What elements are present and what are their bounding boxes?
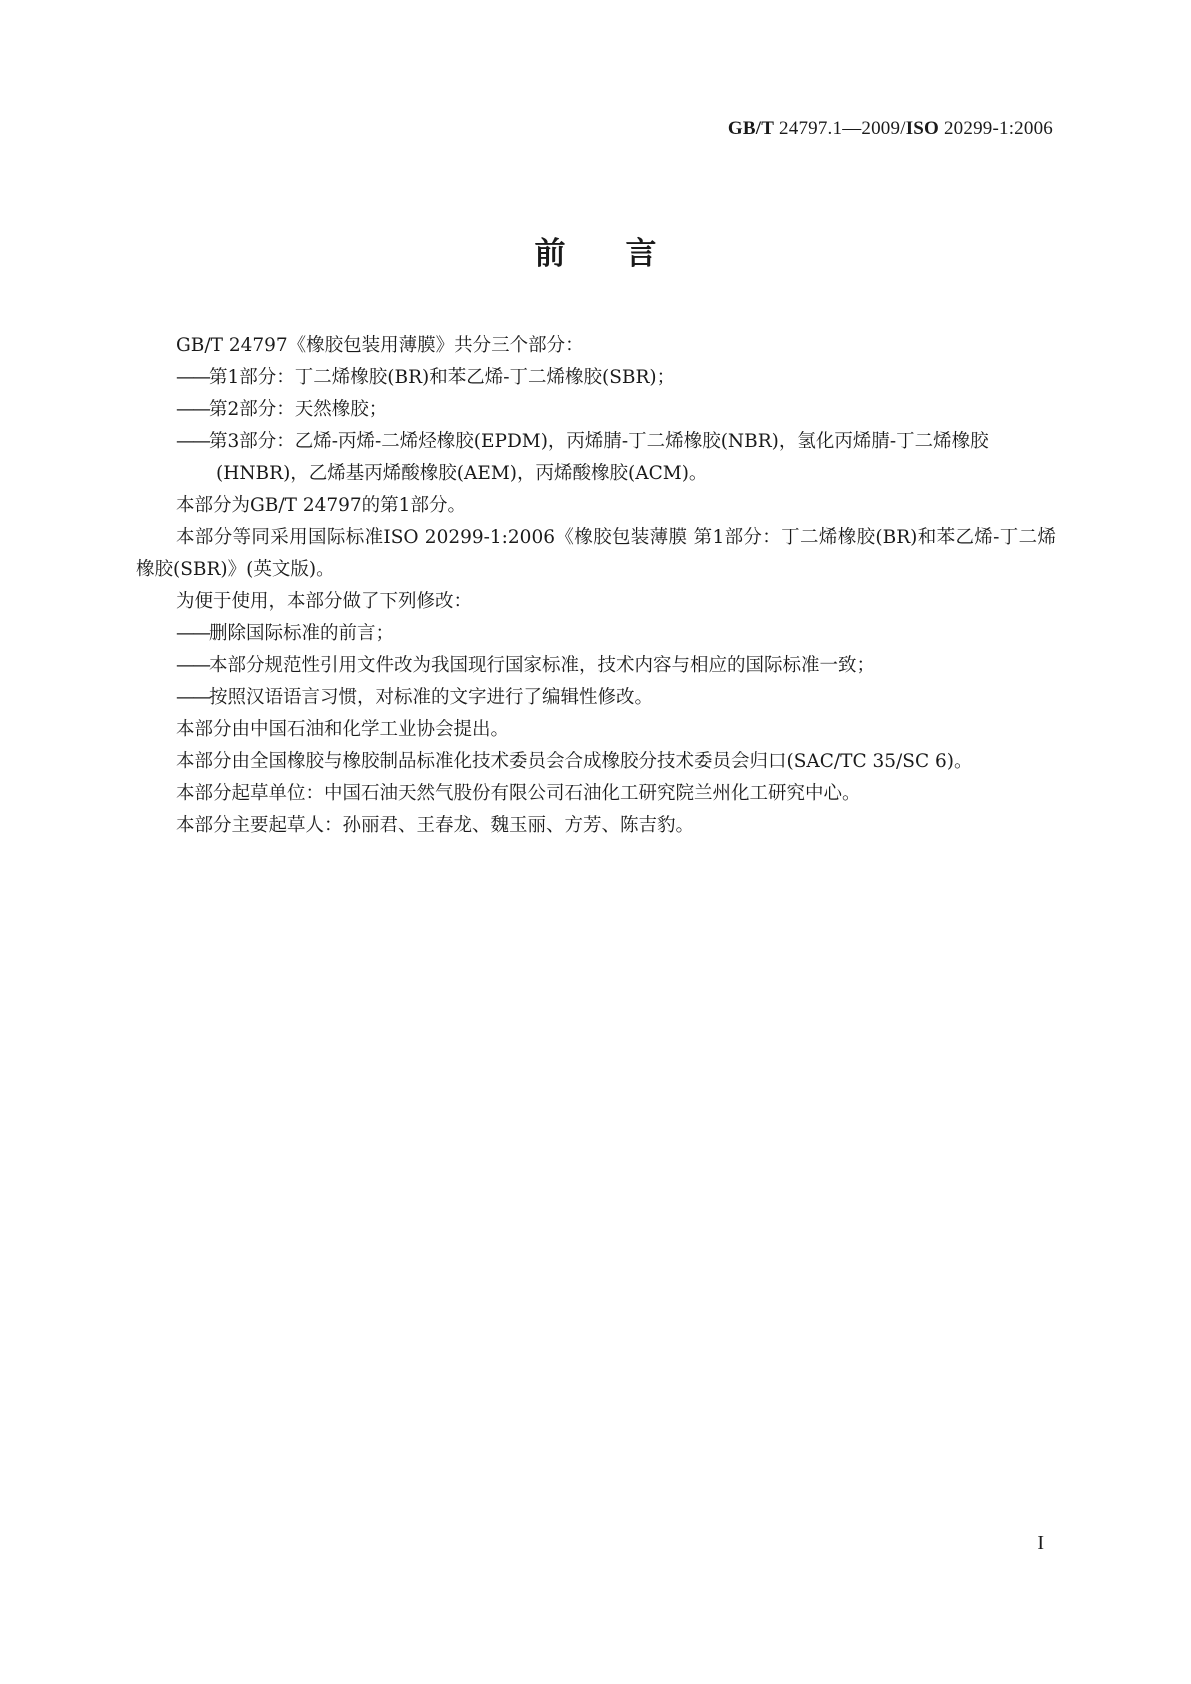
page-title: 前言 — [534, 236, 717, 272]
paragraph-drafting-unit: 本部分起草单位：中国石油天然气股份有限公司石油化工研究院兰州化工研究中心。 — [176, 783, 861, 804]
list-item-part-3 — [136, 426, 1056, 490]
list-item-modification-3 — [136, 682, 1056, 714]
iso-number: 20299-1:2006 — [939, 118, 1053, 139]
paragraph-committee: 本部分由全国橡胶与橡胶制品标准化技术委员会合成橡胶分技术委员会归口(SAC/TC 35/SC 6)。 — [176, 751, 973, 772]
paragraph-modifications-intro: 为便于使用，本部分做了下列修改： — [176, 591, 473, 612]
list-item-text: 第2部分：天然橡胶； — [209, 399, 388, 420]
list-item-text: 删除国际标准的前言； — [209, 623, 395, 644]
list-item-part-1 — [136, 362, 1056, 394]
list-item-text: 按照汉语语言习惯，对标准的文字进行了编辑性修改。 — [209, 687, 654, 708]
paragraph-parts-intro: GB/T 24797《橡胶包装用薄膜》共分三个部分： — [176, 335, 584, 356]
page-number: I — [1037, 1532, 1044, 1554]
list-item-modification-1 — [136, 618, 1056, 650]
list-item-text: 第3部分：乙烯-丙烯-二烯烃橡胶(EPDM)，丙烯腈-丁二烯橡胶(NBR)，氢化丙烯腈-丁二烯橡胶(HNBR)，乙烯基丙烯酸橡胶(AEM)，丙烯酸橡胶(ACM)。 — [209, 431, 989, 484]
dash-marker: —— — [176, 431, 209, 452]
foreword-body — [136, 330, 1056, 842]
paragraph-proposer: 本部分由中国石油和化学工业协会提出。 — [176, 719, 510, 740]
standard-code — [728, 118, 1053, 140]
list-item-part-2 — [136, 394, 1056, 426]
standard-prefix: GB/T — [727, 118, 775, 139]
list-item-text: 第1部分：丁二烯橡胶(BR)和苯乙烯-丁二烯橡胶(SBR)； — [209, 367, 676, 388]
dash-marker: —— — [176, 687, 209, 708]
list-item-text: 本部分规范性引用文件改为我国现行国家标准，技术内容与相应的国际标准一致； — [209, 655, 876, 676]
dash-marker: —— — [176, 367, 209, 388]
paragraph-drafters: 本部分主要起草人：孙丽君、王春龙、魏玉丽、方芳、陈吉豹。 — [176, 815, 695, 836]
list-item-modification-2 — [136, 650, 1056, 682]
dash-marker: —— — [176, 399, 209, 420]
paragraph-adoption: 本部分等同采用国际标准ISO 20299-1:2006《橡胶包装薄膜 第1部分：丁二烯橡胶(BR)和苯乙烯-丁二烯橡胶(SBR)》(英文版)。 — [136, 527, 1056, 580]
dash-marker: —— — [176, 655, 209, 676]
standard-number: 24797.1—2009/ — [774, 118, 906, 139]
dash-marker: —— — [176, 623, 209, 644]
iso-prefix: ISO — [905, 118, 940, 139]
paragraph-part-statement: 本部分为GB/T 24797的第1部分。 — [176, 495, 466, 516]
